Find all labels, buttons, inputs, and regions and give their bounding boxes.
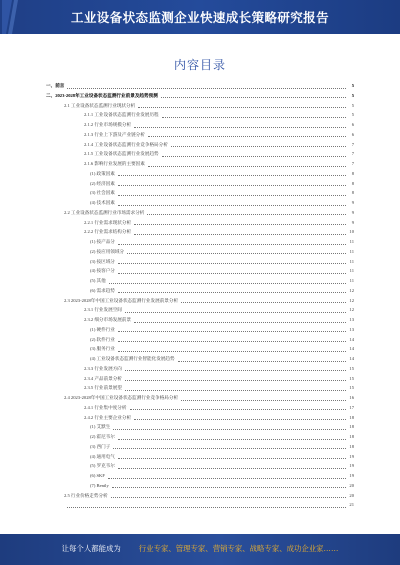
toc-entry-label: 2.4.2 行业主要企业分析 [84,414,132,420]
toc-entry-page: 18 [349,424,354,430]
toc-entry-label: (4) 按客户分 [90,268,115,274]
toc-leader-dots [147,213,346,215]
toc-entry[interactable] [46,316,354,324]
toc-entry-label: 2.3.2 细分市场发展前景 [84,317,132,322]
toc-entry-label: 2.1.6 影响行业发展的主要因素 [84,161,145,166]
toc-entry[interactable] [46,501,354,509]
toc-entry-label: 2.1.2 行业市场规模分析 [84,122,132,127]
toc-entry[interactable] [46,384,354,392]
toc-leader-dots [118,467,346,469]
toc-entry-page: 11 [349,239,354,244]
toc-entry-page: 21 [349,502,354,508]
toc-entry-label: 2.3.4 产品前景分析 [84,375,122,381]
toc-entry-label: (3) 社会因素 [90,190,115,196]
toc-leader-dots [111,496,346,498]
toc-leader-dots [125,379,346,381]
toc-entry[interactable] [46,423,354,431]
toc-entry[interactable] [46,306,354,314]
toc-entry-page: 5 [351,112,354,118]
toc-leader-dots [127,252,346,254]
toc-title: 内容目录 [173,58,226,72]
toc-entry-page: 9 [351,200,354,205]
toc-entry[interactable] [46,189,354,197]
toc-entry-label: (4) 技术因素 [90,200,115,205]
toc-entry[interactable] [46,267,354,275]
toc-leader-dots [109,282,346,284]
toc-entry-label: (6) SKF [90,473,105,478]
toc-entry-page: 6 [351,131,354,137]
toc-entry-page: 16 [349,395,354,400]
toc-leader-dots [113,447,346,449]
toc-entry-label: (1) 政策因素 [90,170,115,176]
toc-entry-label: 2.1 工业设备状态监测行业现状分析 [64,102,136,108]
toc-leader-dots [162,116,346,118]
toc-entry-label: (3) 按区域分 [90,258,115,264]
toc-entry-page: 14 [349,346,354,352]
toc-entry-label: (2) 软件行业 [90,336,115,342]
toc-leader-dots [181,301,346,303]
toc-entry[interactable] [46,141,354,149]
toc-entry[interactable] [46,297,354,305]
toc-leader-dots [118,438,346,440]
toc-entry-page: 7 [351,161,354,166]
toc-leader-dots [118,174,346,176]
toc-entry[interactable] [46,258,354,266]
toc-entry-page: 8 [351,180,354,186]
toc-entry-label: (1) 硬件行业 [90,326,115,332]
toc-entry[interactable] [46,433,354,441]
toc-entry-page: 18 [349,443,354,449]
toc-leader-dots [118,262,346,264]
footer-left-text: 让每个人都能成为 [61,544,121,553]
toc-entry-page: 14 [349,336,354,342]
toc-entry-page: 5 [351,92,354,98]
toc-leader-dots [125,369,346,371]
toc-entry-label: 一、前言 [46,83,65,88]
toc-entry-page: 11 [349,248,354,254]
toc-entry[interactable] [46,404,354,412]
toc-entry[interactable] [46,287,354,295]
toc-entry[interactable] [46,160,354,168]
toc-entry-label: (6) 需求趋势 [90,287,115,293]
report-title: 工业设备状态监测企业快速成长策略研究报告 [70,10,329,25]
toc-leader-dots [112,486,346,488]
toc-entry-label: 2.2.2 行业需求结构分析 [84,229,132,235]
toc-leader-dots [118,272,346,274]
toc-entry-page: 5 [351,83,354,88]
toc-entry-page: 15 [349,375,354,381]
toc-entry-label: 2.1.5 工业设备状态监测行业发展趋势 [84,151,159,157]
toc-leader-dots [118,204,346,206]
toc-entry-label: 2.2 工业设备状态监测行业市场需求分析 [64,209,145,215]
toc-entry[interactable] [46,111,354,119]
toc-entry-label: (5) 其他 [90,278,106,283]
toc-entry-page: 20 [349,492,354,498]
toc-leader-dots [181,399,346,401]
toc-entry-page: 13 [349,317,354,322]
toc-entry[interactable] [46,375,354,383]
toc-entry-page: 10 [349,229,354,235]
toc-entry-label: 2.1.1 工业设备状态监测行业发展历程 [84,112,159,118]
toc-entry-page: 18 [349,414,354,420]
toc-leader-dots [125,389,346,391]
footer-slogan [0,543,400,554]
toc-leader-dots [162,155,346,157]
toc-leader-dots [134,418,346,420]
toc-leader-dots [67,87,346,89]
toc-entry-label: (1) 艾默生 [90,424,111,430]
toc-entry-page: 8 [351,190,354,196]
toc-leader-dots [118,330,346,332]
toc-entry-page: 13 [349,326,354,332]
toc-entry-label: 2.1.3 行业上下游及产业链分析 [84,131,145,137]
toc-leader-dots [134,126,346,128]
toc-leader-dots [148,135,346,137]
toc-entry-page: 18 [349,434,354,439]
toc-entry-page: 7 [351,141,354,147]
toc-entry[interactable] [46,82,354,90]
toc-leader-dots [118,350,346,352]
toc-leader-dots [134,321,346,323]
toc-leader-dots [171,145,346,147]
toc-entry[interactable] [46,453,354,461]
toc-entry[interactable] [46,248,354,256]
toc-entry-label: (1) 按产品分 [90,239,115,244]
toc-entry[interactable] [46,131,354,139]
toc-entry-label: 2.1.4 工业设备状态监测行业竞争格局分析 [84,141,168,147]
toc-leader-dots [118,194,346,196]
toc-leader-dots [118,184,346,186]
toc-entry-page: 15 [349,385,354,391]
toc-entry-page: 11 [349,258,354,264]
toc-entry-label: (2) 霍尼韦尔 [90,434,115,439]
toc-entry-page: 14 [349,356,354,361]
footer-bar [0,534,400,565]
toc-entry-label: (3) 西门子 [90,443,111,449]
toc-entry-page: 19 [349,463,354,469]
toc-entry-label: (2) 按应用领域分 [90,248,125,254]
toc-entry[interactable] [46,365,354,373]
toc-leader-dots [67,506,346,508]
toc-entry[interactable] [46,199,354,207]
toc-entry-page: 5 [351,102,354,108]
toc-entry-label: 2.2.1 行业需求现状分析 [84,219,132,225]
toc-entry[interactable] [46,238,354,246]
toc-entry[interactable] [46,150,354,158]
toc-entry-page: 19 [349,473,354,478]
toc-entry[interactable] [46,462,354,470]
toc-entry-page: 9 [351,219,354,225]
toc-leader-dots [161,96,346,98]
toc-entry-label: 2.3.1 行业发展空间 [84,307,122,313]
toc-entry-label: (5) 罗克韦尔 [90,463,115,469]
toc-entry[interactable] [46,394,354,402]
footer-right-text: 行业专家、管理专家、营销专家、战略专家、成功企业家…… [138,544,339,553]
toc-entry[interactable] [46,170,354,178]
toc-entry[interactable] [46,336,354,344]
toc-entry[interactable] [46,482,354,490]
toc-entry[interactable] [46,277,354,285]
toc-entry-label: 2.3.3 行业发展方向 [84,365,122,371]
toc-entry-label: 2.4.1 行业集中度分析 [84,404,127,410]
toc-entry[interactable] [46,345,354,353]
toc-leader-dots [118,291,346,293]
toc-leader-dots [178,360,346,362]
toc-leader-dots [125,311,346,313]
toc-entry[interactable] [46,326,354,334]
toc-entry[interactable] [46,209,354,217]
toc-entry-label: 二、2023-2028年工业设备状态监测行业前景及趋势预测 [46,92,158,98]
toc-entry-label: (7) Bently [90,482,109,488]
header-bar [0,0,400,34]
toc-entry-label: 2.3.5 行业前景展望 [84,385,122,391]
toc-leader-dots [148,165,346,167]
toc-entry-label: (3) 服务行业 [90,346,115,352]
toc-entry[interactable] [46,92,354,100]
toc-entry[interactable] [46,228,354,236]
toc-entry-page: 9 [351,209,354,215]
toc-entry[interactable] [46,414,354,422]
toc-leader-dots [118,457,346,459]
toc-entry[interactable] [46,180,354,188]
toc-entry-page: 19 [349,453,354,459]
toc-leader-dots [134,223,346,225]
toc-entry[interactable] [46,492,354,500]
toc-entry-label: (2) 经济因素 [90,180,115,186]
toc-entry[interactable] [46,121,354,129]
toc-entry-page: 17 [349,404,354,410]
toc-entry-label: (4) 通用电气 [90,453,115,459]
toc-entry-label: 2.4 2023-2028年中国工业设备状态监测行业竞争格局分析 [64,395,179,400]
toc-entry[interactable] [46,355,354,363]
toc-entry[interactable] [46,472,354,480]
toc-entry-page: 15 [349,365,354,371]
toc-entry-page: 11 [349,278,354,283]
toc-leader-dots [108,477,346,479]
toc-entry-page: 8 [351,170,354,176]
toc-leader-dots [134,233,346,235]
toc-leader-dots [138,106,346,108]
toc-leader-dots [118,243,346,245]
toc-entry-page: 12 [349,297,354,303]
toc-entry-page: 7 [351,151,354,157]
toc-entry-label: 2.5 行业价格走势分析 [64,492,108,498]
toc-entry[interactable] [46,102,354,110]
toc-leader-dots [130,408,347,410]
toc-entry-page: 20 [349,482,354,488]
toc-entry-page: 6 [351,122,354,127]
toc-entry-page: 12 [349,287,354,293]
toc-entry-page: 12 [349,307,354,313]
toc-entry-label: (4) 工业设备状态监测行业智能化发展趋势 [90,356,175,361]
toc-entry[interactable] [46,443,354,451]
toc-leader-dots [118,340,346,342]
toc-entry[interactable] [46,219,354,227]
toc-entry-page: 11 [349,268,354,274]
toc-leader-dots [113,428,346,430]
toc-entry-label: 2.3 2023-2028年中国工业设备状态监测行业发展前景分析 [64,297,179,303]
